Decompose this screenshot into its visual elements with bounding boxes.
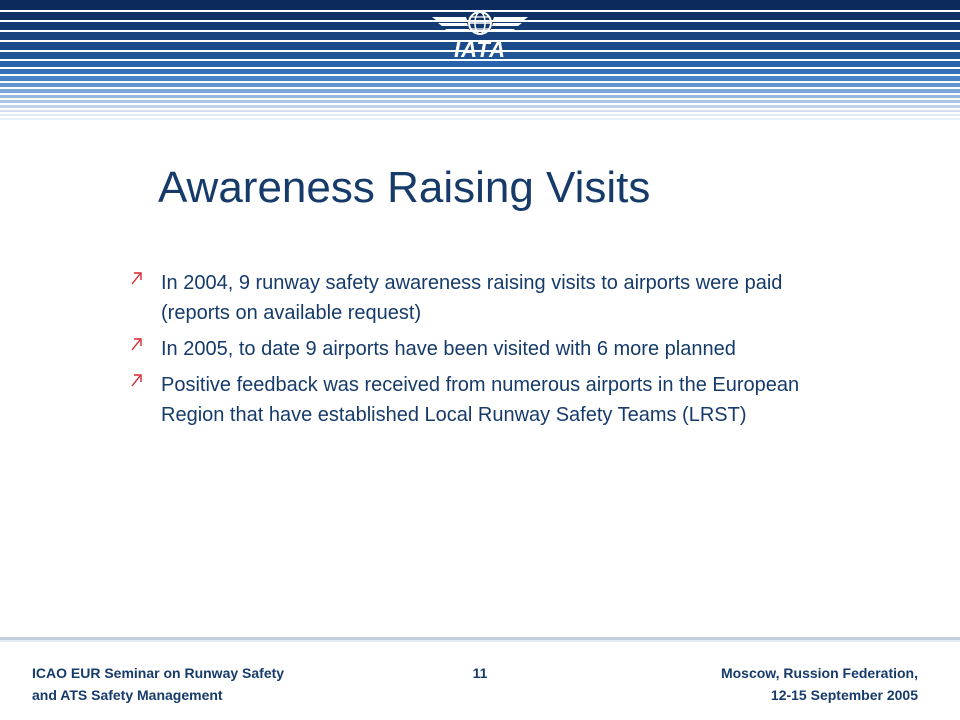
logo-text: IATA xyxy=(453,37,507,62)
arrow-up-right-icon xyxy=(130,337,142,351)
slide-title: Awareness Raising Visits xyxy=(158,163,651,212)
arrow-up-right-icon xyxy=(130,373,142,387)
globe-wings-icon xyxy=(428,8,532,40)
iata-logo xyxy=(428,8,532,64)
bullet-text: In 2005, to date 9 airports have been visited with 6 more planned xyxy=(161,338,736,360)
footer-event-line2: and ATS Safety Management xyxy=(32,687,223,703)
bullet-text: In 2004, 9 runway safety awareness raising visits to airports were paid (reports on available request) xyxy=(161,272,783,324)
page-number-text: 11 xyxy=(472,665,488,681)
footer-event-line1: ICAO EUR Seminar on Runway Safety xyxy=(32,665,285,681)
page-number xyxy=(430,662,530,684)
bullet-item xyxy=(130,370,810,430)
footer-location-line1: Moscow, Russion Federation, xyxy=(720,665,918,681)
footer-divider-shade xyxy=(0,640,960,642)
footer-location xyxy=(600,662,918,706)
bullet-item xyxy=(130,334,810,364)
bullet-list xyxy=(130,268,810,436)
bullet-text: Positive feedback was received from numerous airports in the European Region that have established Local Runway Safety Teams (LRST) xyxy=(161,374,800,426)
arrow-up-right-icon xyxy=(130,271,142,285)
footer-event xyxy=(32,662,352,706)
footer-location-line2: 12-15 September 2005 xyxy=(770,687,918,703)
bullet-item xyxy=(130,268,810,328)
